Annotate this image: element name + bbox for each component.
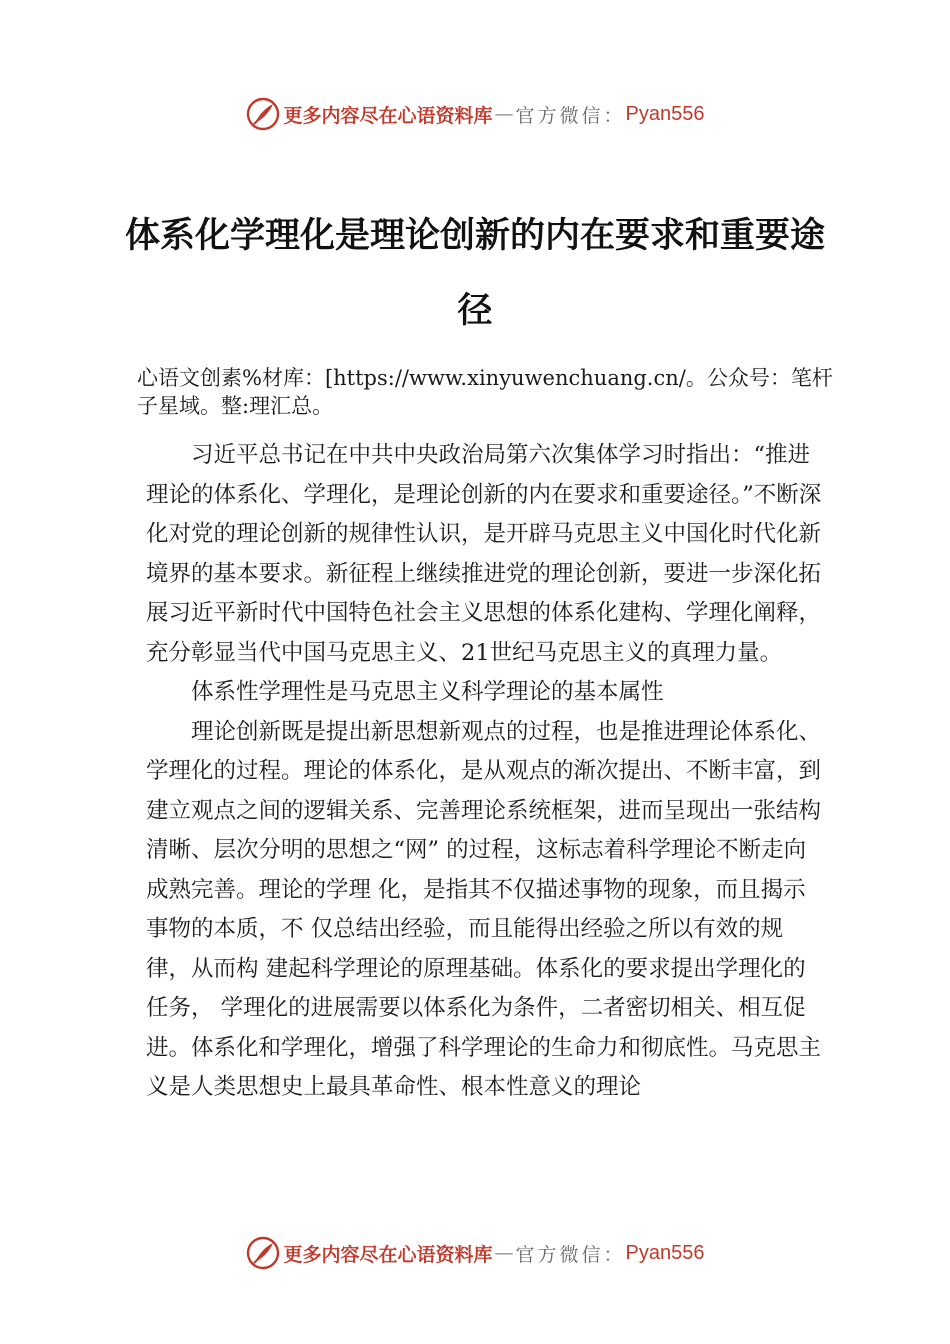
banner-brand-text: 更多内容尽在心语资料库 [283, 104, 493, 127]
feather-pen-icon [246, 1236, 280, 1270]
banner-wechat-id: Pyan556 [625, 1241, 705, 1264]
source-line: 心语文创素%材库：[https://www.xinyuwenchuang.cn/。公众号：笔杆子星域。整:理汇总。 [137, 366, 833, 418]
banner-dash: — [494, 103, 514, 125]
paragraph-intro: 习近平总书记在中共中央政治局第六次集体学习时指出：“推进理论的体系化、学理化，是理论创新的内在要求和重要途径。”不断深化对党的理论创新的规律性认识，是开辟马克思主义中国化时代化新境界的基本要求。新征程上继续推进党的理论创新，要进一步深化拓展习近平新时代中国特色社会主义思想的体系化建构、学理化阐释，充分彰显当代中国马克思主义、21世纪马克思主义的真理力量。 [146, 442, 822, 666]
paragraph-theory: 理论创新既是提出新思想新观点的过程，也是推进理论体系化、学理化的过程。理论的体系化，是从观点的渐次提出、不断丰富，到建立观点之间的逻辑关系、完善理论系统框架，进而呈现出一张结构清晰、层次分明的思想之“网” 的过程，这标志着科学理论不断走向成熟完善。理论的学理 化，是指其不仅描述事物的现象，而且揭示事物的本质，不 仅总结出经验，而且能得出经验之所以有效的规律，从而构 建起科学理论的原理基础。体系化的要求提出学理化的任务， 学理化的进展需要以体系化为条件，二者密切相关、相互促 进。体系化和学理化，增强了科学理论的生命力和彻底性。马克思主义是人类思想史上最具革命性、根本性意义的理论 [146, 718, 822, 1100]
section-heading: 体系性学理性是马克思主义科学理论的基本属性 [191, 679, 664, 705]
document-body [146, 436, 826, 1108]
banner-official-label: 官方微信： [515, 1243, 626, 1266]
banner-brand-text: 更多内容尽在心语资料库 [283, 1243, 493, 1266]
banner-dash: — [494, 1242, 514, 1264]
header-banner [0, 94, 950, 134]
banner-wechat-id: Pyan556 [625, 102, 705, 125]
feather-pen-icon [246, 97, 280, 131]
footer-banner [0, 1233, 950, 1273]
document-title: 体系化学理化是理论创新的内在要求和重要途径 [124, 215, 825, 331]
banner-official-label: 官方微信： [515, 104, 626, 127]
